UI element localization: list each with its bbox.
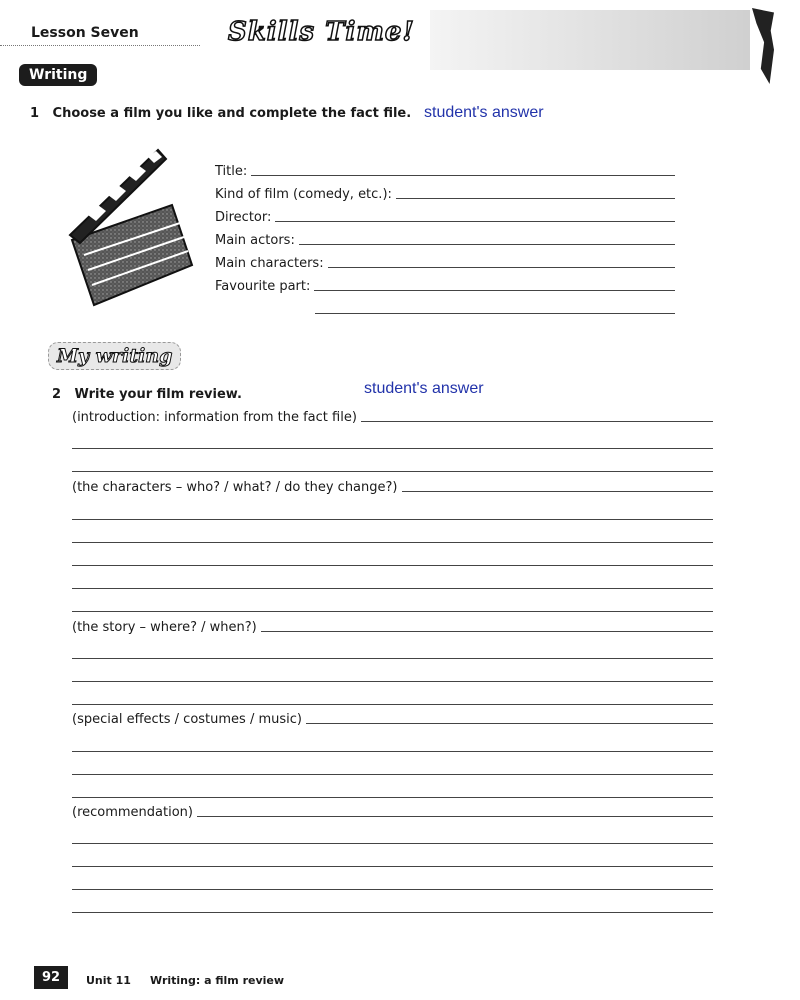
answer-line[interactable]	[402, 491, 714, 492]
answer-line[interactable]	[315, 313, 675, 314]
answer-line[interactable]	[306, 723, 713, 724]
fact-field-extra-line	[215, 294, 675, 317]
prompt-introduction	[72, 410, 713, 425]
answer-line[interactable]	[361, 421, 713, 422]
answer-line[interactable]	[314, 290, 675, 291]
answer-line[interactable]	[72, 565, 713, 566]
answer-line[interactable]	[72, 774, 713, 775]
answer-line[interactable]	[72, 681, 713, 682]
prompt-text: (introduction: information from the fact file)	[72, 410, 357, 425]
question-1	[30, 106, 411, 121]
torn-edge-decoration	[752, 8, 774, 84]
answer-line[interactable]	[328, 267, 675, 268]
answer-line[interactable]	[261, 631, 713, 632]
answer-line[interactable]	[197, 816, 713, 817]
field-label: Title:	[215, 164, 248, 179]
field-label: Main actors:	[215, 233, 295, 248]
question-number: 2	[52, 387, 62, 402]
clapperboard-icon	[62, 145, 202, 315]
fact-field-kind	[215, 179, 675, 202]
answer-line[interactable]	[72, 471, 713, 472]
lesson-title: Lesson Seven	[31, 25, 139, 41]
field-label: Kind of film (comedy, etc.):	[215, 187, 392, 202]
answer-line[interactable]	[396, 198, 675, 199]
fact-field-title	[215, 156, 675, 179]
prompt-recommendation	[72, 805, 713, 820]
banner-background	[430, 10, 750, 70]
answer-line[interactable]	[72, 588, 713, 589]
answer-line[interactable]	[72, 611, 713, 612]
prompt-text: (the characters – who? / what? / do they change?)	[72, 480, 398, 495]
header-divider	[0, 45, 200, 46]
skills-time-banner: Skills Time!	[228, 17, 415, 47]
answer-line[interactable]	[299, 244, 675, 245]
answer-line[interactable]	[72, 448, 713, 449]
page-number: 92	[34, 966, 68, 989]
prompt-text: (the story – where? / when?)	[72, 620, 257, 635]
unit-label: Unit 11	[86, 974, 131, 987]
fact-field-main-actors	[215, 225, 675, 248]
question-text: Write your film review.	[74, 387, 242, 402]
answer-line[interactable]	[72, 519, 713, 520]
prompt-story	[72, 620, 713, 635]
answer-line[interactable]	[275, 221, 675, 222]
answer-line[interactable]	[72, 866, 713, 867]
answer-line[interactable]	[72, 797, 713, 798]
student-answer-note: student's answer	[364, 380, 484, 397]
answer-line[interactable]	[251, 175, 675, 176]
answer-line[interactable]	[72, 751, 713, 752]
fact-file	[215, 156, 675, 317]
question-2	[52, 387, 242, 402]
fact-field-favourite-part	[215, 271, 675, 294]
my-writing-label: My writing	[48, 342, 181, 370]
prompt-text: (special effects / costumes / music)	[72, 712, 302, 727]
answer-line[interactable]	[72, 658, 713, 659]
fact-field-director	[215, 202, 675, 225]
fact-field-main-characters	[215, 248, 675, 271]
answer-line[interactable]	[72, 704, 713, 705]
student-answer-note: student's answer	[424, 104, 544, 121]
prompt-text: (recommendation)	[72, 805, 193, 820]
question-text: Choose a film you like and complete the fact file.	[52, 106, 412, 121]
answer-line[interactable]	[72, 889, 713, 890]
answer-line[interactable]	[72, 542, 713, 543]
section-tab-writing: Writing	[19, 64, 97, 86]
field-label: Main characters:	[215, 256, 324, 271]
answer-line[interactable]	[72, 843, 713, 844]
field-label: Favourite part:	[215, 279, 311, 294]
answer-line[interactable]	[72, 912, 713, 913]
question-number: 1	[30, 106, 40, 121]
field-label: Director:	[215, 210, 272, 225]
prompt-special-effects	[72, 712, 713, 727]
prompt-characters	[72, 480, 713, 495]
footer-title: Writing: a film review	[150, 974, 285, 987]
